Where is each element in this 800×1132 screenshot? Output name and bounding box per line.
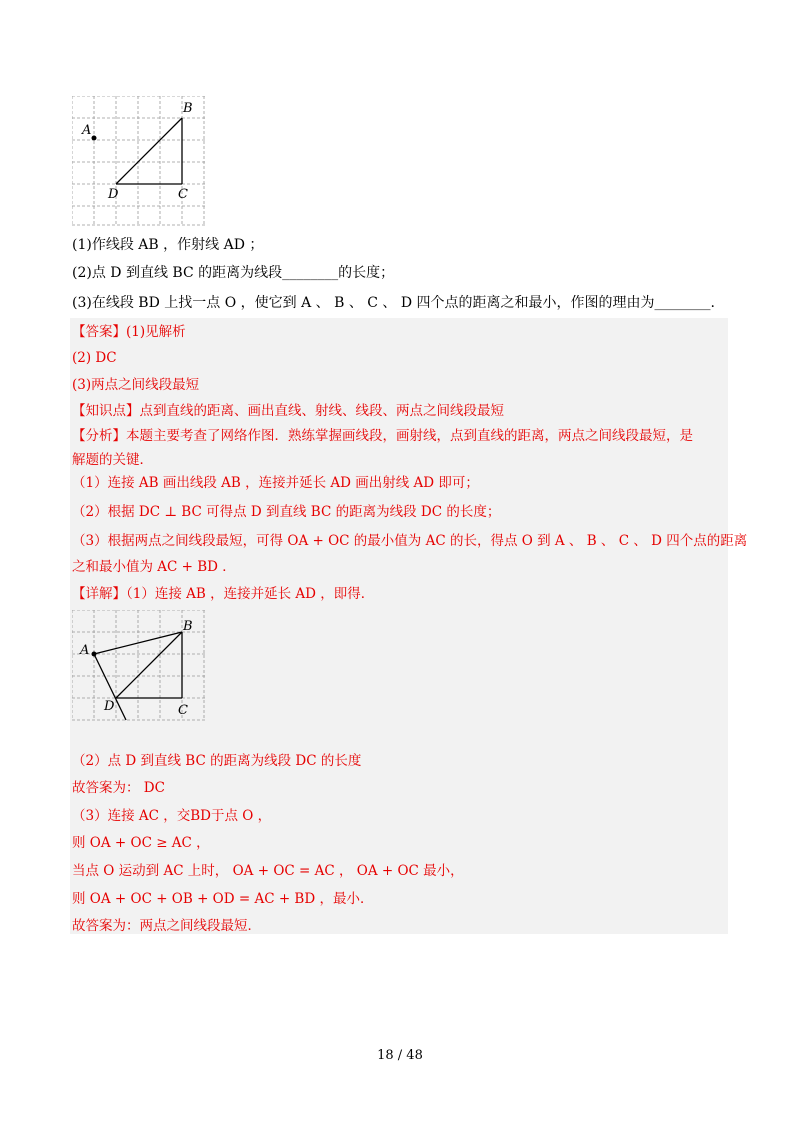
question-2: (2)点 D 到直线 BC 的距离为线段________的长度； bbox=[72, 265, 395, 281]
detail-2-answer: 故答案为： DC bbox=[72, 780, 165, 796]
detail-2: （2）点 D 到直线 BC 的距离为线段 DC 的长度 bbox=[72, 753, 362, 769]
question-3: (3)在线段 BD 上找一点 O ，使它到 A 、 B 、 C 、 D 四个点的距离之和最小，作图的理由为________. bbox=[72, 295, 716, 311]
answer-line-1: 【答案】(1)见解析 bbox=[72, 324, 186, 340]
detail-3-answer: 故答案为：两点之间线段最短． bbox=[72, 918, 261, 934]
analysis-step-1: （1）连接 AB 画出线段 AB ，连接并延长 AD 画出射线 AD 即可； bbox=[72, 475, 479, 491]
label-d-2: D bbox=[104, 699, 115, 714]
analysis-step-3a: （3）根据两点之间线段最短，可得 OA + OC 的最小值为 AC 的长，得点 O 到 A 、 B 、 C 、 D 四个点的距离 bbox=[72, 533, 748, 549]
question-1: (1)作线段 AB ，作射线 AD ； bbox=[72, 237, 264, 253]
page-number: 18 / 48 bbox=[377, 1048, 423, 1063]
answer-line-3: (3)两点之间线段最短 bbox=[72, 377, 200, 393]
label-d: D bbox=[108, 187, 119, 202]
knowledge-point: 【知识点】点到直线的距离、画出直线、射线、线段、两点之间线段最短 bbox=[72, 403, 504, 419]
detail-3b: 当点 O 运动到 AC 上时， OA + OC = AC ， OA + OC 最小， bbox=[72, 863, 464, 879]
label-a: A bbox=[82, 123, 92, 138]
label-b: B bbox=[183, 101, 193, 116]
label-c-2: C bbox=[178, 703, 188, 718]
label-c: C bbox=[178, 187, 188, 202]
triangle-bdc bbox=[116, 118, 182, 184]
analysis-line-1: 【分析】本题主要考查了网络作图．熟练掌握画线段，画射线，点到直线的距离，两点之间线段最短，是 bbox=[72, 428, 693, 444]
analysis-step-3b: 之和最小值为 AC + BD ． bbox=[72, 559, 236, 575]
grid-figure-2 bbox=[72, 610, 206, 740]
grid-figure-1 bbox=[72, 96, 206, 226]
label-a-2: A bbox=[80, 643, 90, 658]
point-a-2 bbox=[92, 652, 97, 657]
analysis-step-2: （2）根据 DC ⊥ BC 可得点 D 到直线 BC 的距离为线段 DC 的长度； bbox=[72, 504, 501, 520]
detail-3: （3）连接 AC ，交BD于点 O ， bbox=[72, 808, 272, 824]
answer-line-2: (2) DC bbox=[72, 350, 117, 366]
detail-3a: 则 OA + OC ≥ AC ， bbox=[72, 835, 210, 851]
point-a bbox=[92, 136, 97, 141]
detail-line-1: 【详解】（1）连接 AB ，连接并延长 AD ，即得． bbox=[72, 586, 375, 602]
label-b-2: B bbox=[183, 619, 193, 634]
detail-3c: 则 OA + OC + OB + OD = AC + BD ，最小． bbox=[72, 891, 374, 907]
analysis-line-2: 解题的关键． bbox=[72, 452, 153, 468]
